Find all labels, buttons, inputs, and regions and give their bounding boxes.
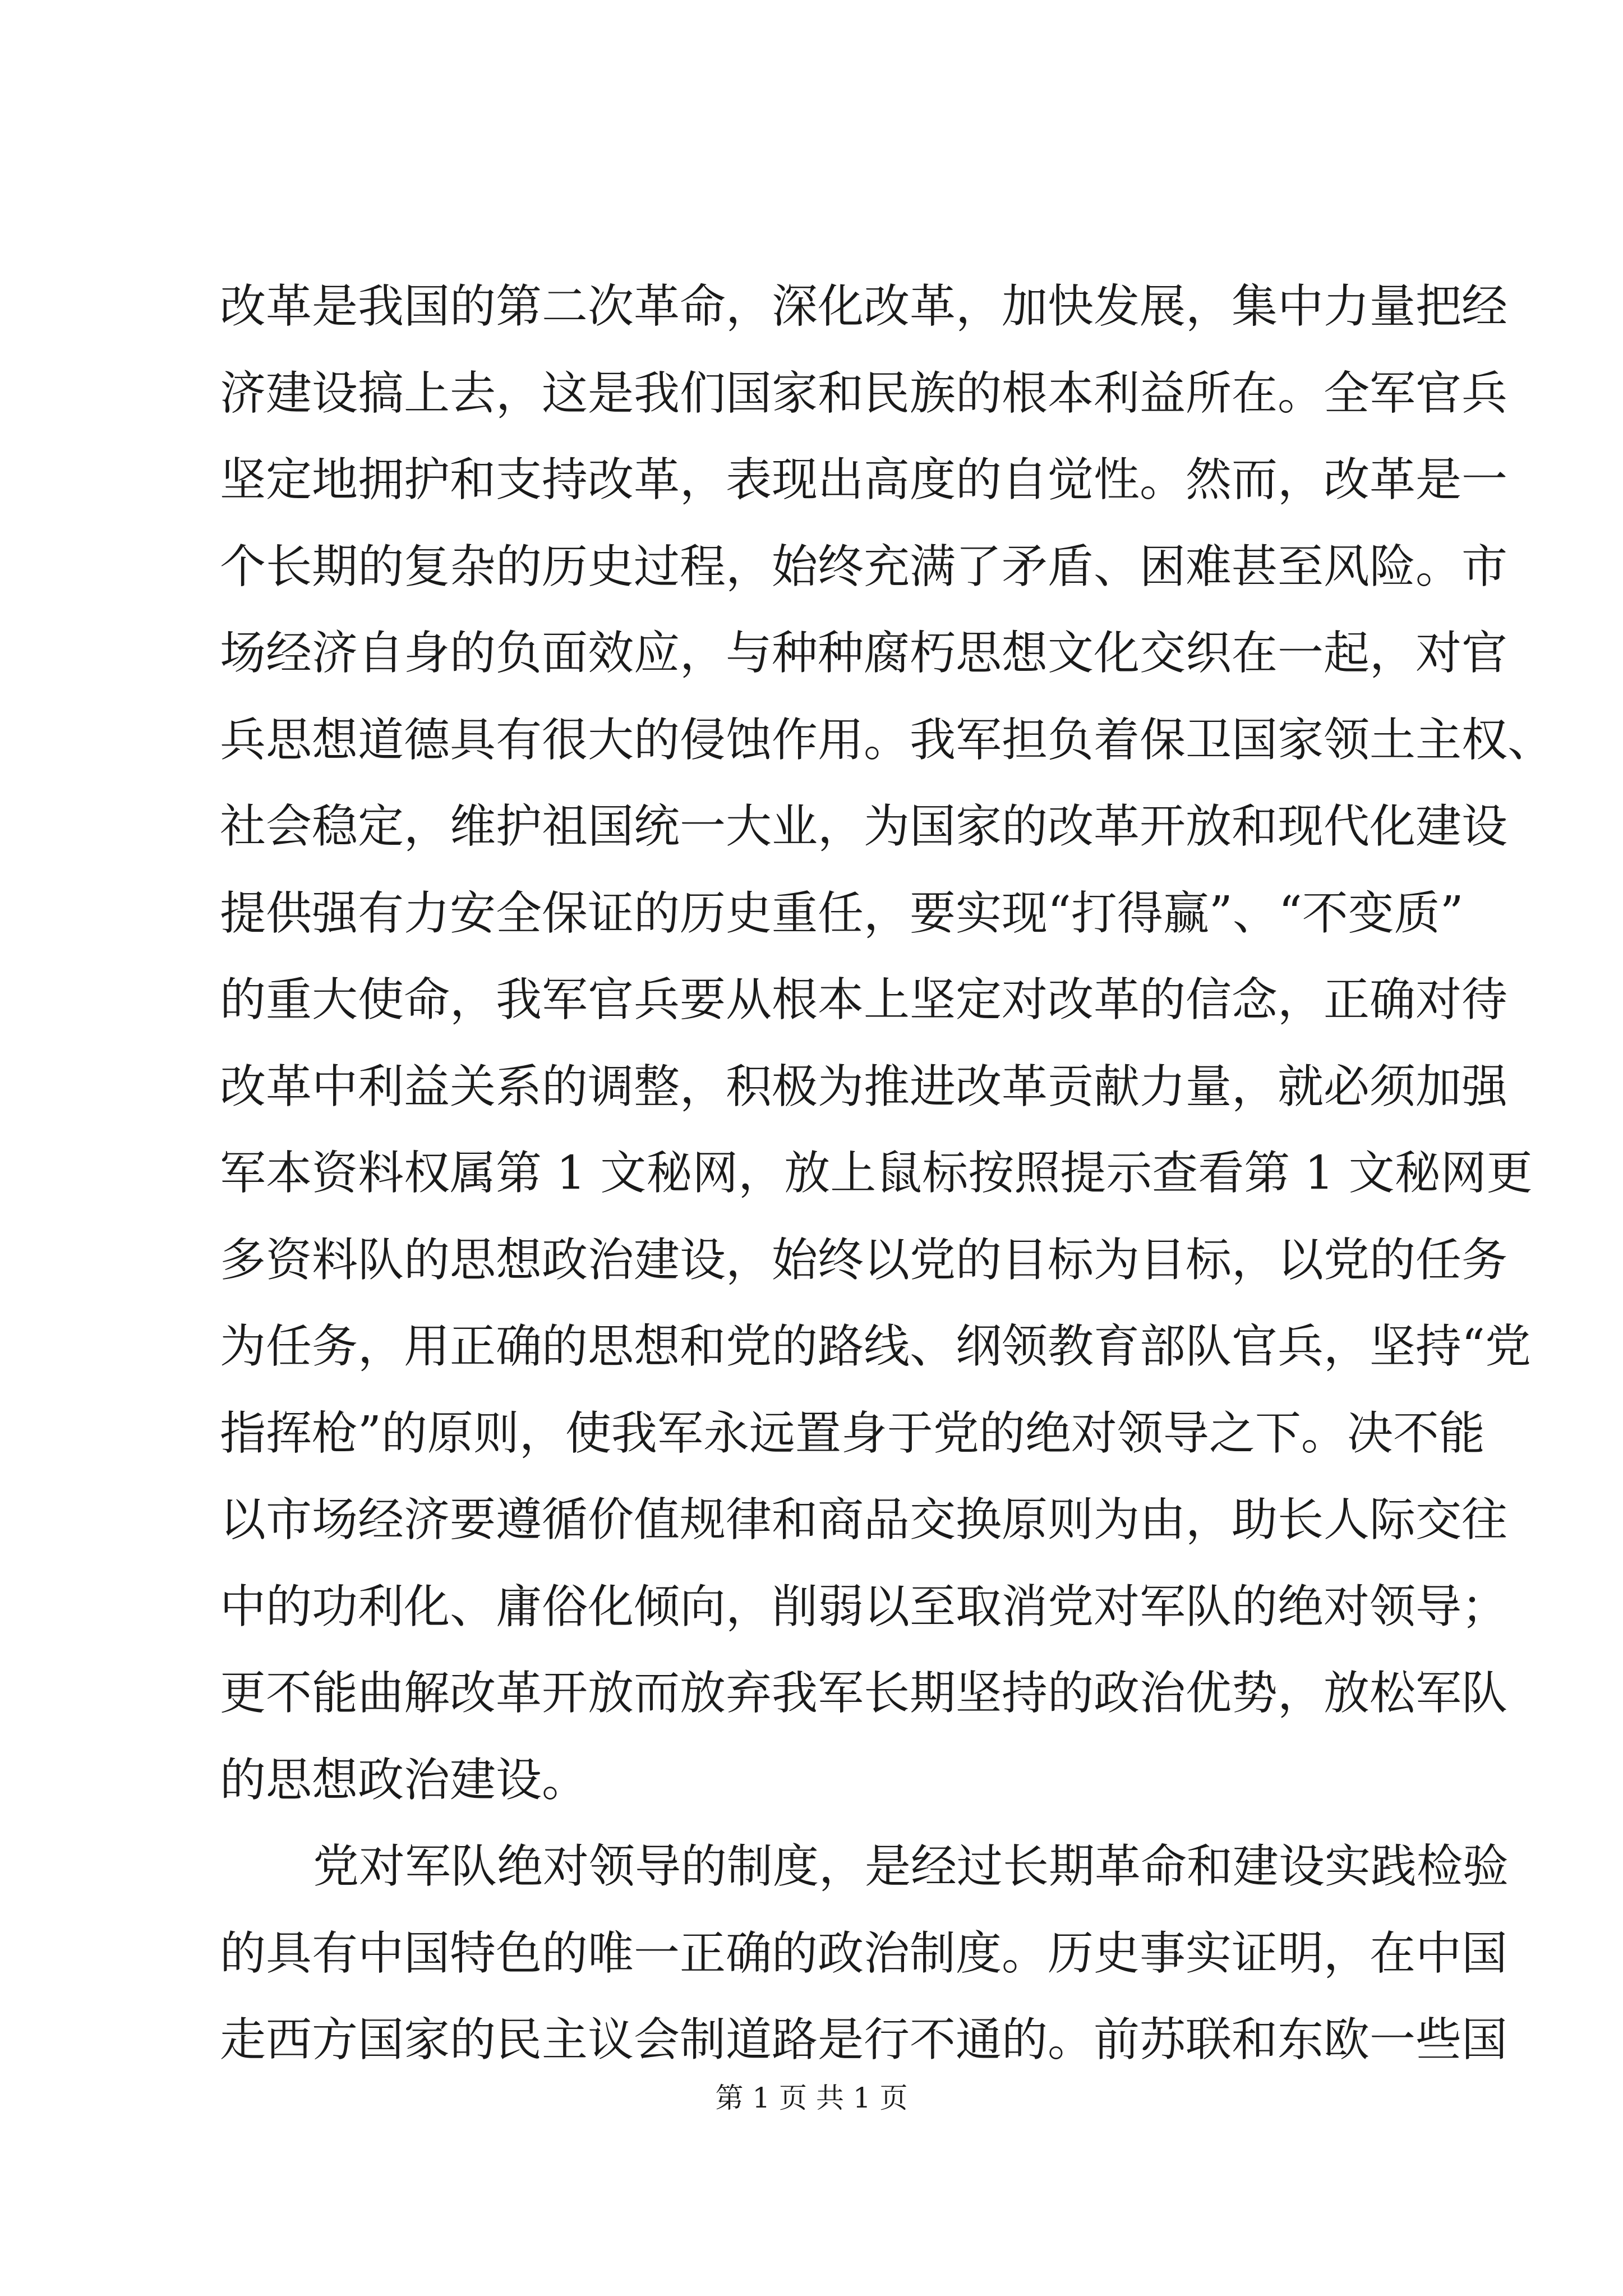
text-line: 提供强有力安全保证的历史重任，要实现“打得赢”、“不变质” (220, 886, 1464, 940)
text-line: 个长期的复杂的历史过程，始终充满了矛盾、困难甚至风险。市 (220, 540, 1508, 593)
text-line: 社会稳定，维护祖国统一大业，为国家的改革开放和现代化建设 (220, 800, 1508, 853)
text-line: 的重大使命，我军官兵要从根本上坚定对改革的信念，正确对待 (220, 973, 1508, 1027)
text-line: 改革中利益关系的调整，积极为推进改革贡献力量，就必须加强 (220, 1060, 1508, 1114)
text-line: 兵思想道德具有很大的侵蚀作用。我军担负着保卫国家领土主权、 (220, 713, 1554, 767)
text-line: 为任务，用正确的思想和党的路线、纲领教育部队官兵，坚持“党 (220, 1320, 1531, 1373)
body-text (220, 264, 1554, 2084)
text-line: 更不能曲解改革开放而放弃我军长期坚持的政治优势，放松军队 (220, 1667, 1508, 1720)
text-line: 济建设搞上去，这是我们国家和民族的根本利益所在。全军官兵 (220, 366, 1508, 420)
paragraph-1 (220, 264, 1554, 1824)
paragraph-2 (220, 1824, 1509, 2084)
text-line: 指挥枪”的原则，使我军永远置身于党的绝对领导之下。决不能 (220, 1406, 1485, 1460)
text-line: 坚定地拥护和支持改革，表现出高度的自觉性。然而，改革是一 (220, 453, 1508, 507)
text-line: 场经济自身的负面效应，与种种腐朽思想文化交织在一起，对官 (220, 627, 1508, 680)
text-line: 改革是我国的第二次革命，深化改革，加快发展，集中力量把经 (220, 280, 1508, 333)
text-line: 多资料队的思想政治建设，始终以党的目标为目标，以党的任务 (220, 1233, 1508, 1287)
text-line: 以市场经济要遵循价值规律和商品交换原则为由，助长人际交往 (220, 1493, 1508, 1547)
text-line: 的思想政治建设。 (220, 1753, 588, 1807)
text-line: 中的功利化、庸俗化倾向，削弱以至取消党对军队的绝对领导； (220, 1580, 1508, 1634)
page-footer (0, 2078, 1623, 2118)
text-line: 党对军队绝对领导的制度，是经过长期革命和建设实践检验 (313, 1840, 1509, 1893)
text-line: 军本资料权属第 1 文秘网，放上鼠标按照提示查看第 1 文秘网更 (220, 1147, 1533, 1200)
text-line: 的具有中国特色的唯一正确的政治制度。历史事实证明，在中国 (220, 1926, 1508, 1980)
page-number: 第 1 页 共 1 页 (715, 2082, 908, 2114)
text-line: 走西方国家的民主议会制道路是行不通的。前苏联和东欧一些国 (220, 2013, 1508, 2067)
